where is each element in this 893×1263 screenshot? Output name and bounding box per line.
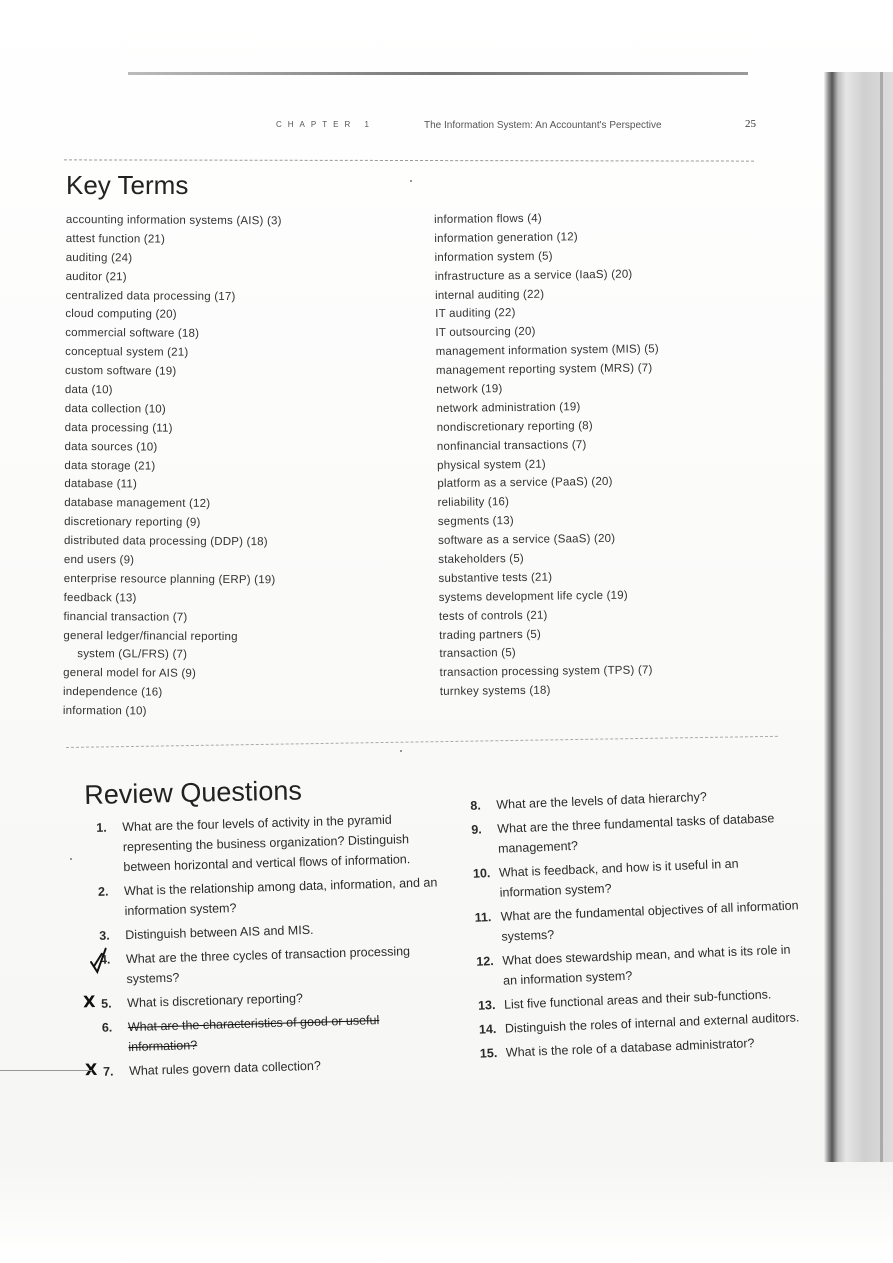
key-term-item: discretionary reporting (9) [64,516,201,530]
question-number: 15. [479,1045,498,1061]
question-number: 2. [97,884,109,899]
key-term-item: information (10) [62,705,147,718]
key-term-item: independence (16) [63,686,163,699]
key-term-item: IT outsourcing (20) [435,326,536,340]
question-number: 12. [476,954,495,969]
key-term-item: commercial software (18) [65,327,200,341]
header-rule [64,159,754,162]
key-term-item: auditing (24) [65,251,133,265]
page-speck [400,750,402,752]
review-question [94,872,445,922]
key-term-item: financial transaction (7) [63,610,188,624]
question-text: What are the fundamental objectives of all information systems? [500,898,799,944]
key-term-item: platform as a service (PaaS) (20) [437,476,613,491]
question-number: 14. [478,1022,497,1037]
key-term-item: network administration (19) [436,401,581,415]
key-term-item: nondiscretionary reporting (8) [436,419,593,434]
question-number: 6. [101,1020,113,1035]
key-term-item: cloud computing (20) [65,308,177,322]
key-term-item: turnkey systems (18) [439,684,551,699]
page-speck [410,180,412,182]
question-number: 9. [471,822,483,837]
question-text: Distinguish between AIS and MIS. [125,922,314,943]
key-term-item: IT auditing (22) [435,307,516,321]
key-term-item: reliability (16) [437,496,510,510]
question-text: What are the characteristics of good or useful information? [127,1013,380,1055]
question-number: 4. [99,952,111,967]
page-top-edge [128,72,748,75]
key-term-item: auditor (21) [65,270,127,284]
key-term-item: attest function (21) [65,232,166,246]
binding-edge-line [880,72,883,1162]
key-term-item: data processing (11) [64,421,173,435]
key-term-item: database management (12) [64,497,211,511]
review-questions-left-column [82,808,449,1086]
key-term-item: stakeholders (5) [438,552,524,567]
key-term-item: infrastructure as a service (IaaS) (20) [434,268,633,283]
question-text: What is feedback, and how is it useful in an information system? [498,856,739,900]
key-term-item: software as a service (SaaS) (20) [437,532,616,548]
key-term-item: data storage (21) [64,459,156,473]
question-number: 8. [470,798,482,813]
key-term-item: custom software (19) [64,365,177,378]
margin-pencil-line [0,1070,92,1071]
key-term-item: centralized data processing (17) [65,289,236,303]
review-question [472,939,803,992]
review-questions-right-column [466,783,806,1067]
key-term-item: segments (13) [437,515,514,529]
key-term-item: systems development life cycle (19) [438,589,628,604]
question-text: List five functional areas and their sub-functions. [503,987,772,1012]
key-term-item: accounting information systems (AIS) (3) [65,213,282,228]
review-question [84,1052,449,1082]
question-text: What are the three fundamental tasks of database management? [497,811,775,856]
key-term-item: general ledger/financial reporting [63,629,238,643]
key-term-item: management reporting system (MRS) (7) [435,362,653,378]
key-term-item: transaction processing system (TPS) (7) [439,664,653,680]
question-number: 3. [99,928,110,943]
question-number: 7. [102,1064,114,1079]
section-divider [66,736,778,748]
key-term-item: substantive tests (21) [438,571,553,585]
key-term-item: internal auditing (22) [434,288,545,302]
question-text: What are the three cycles of transaction processing systems? [125,944,411,987]
page-speck [70,858,72,860]
review-question [469,851,800,904]
key-terms-left-column [63,211,282,722]
question-text: What does stewardship mean, and what is its role in an information system? [502,942,791,988]
key-term-item: transaction (5) [439,647,517,661]
key-term-item: physical system (21) [437,458,546,472]
key-term-item: general model for AIS (9) [63,667,197,681]
key-term-item: nonfinancial transactions (7) [436,438,587,453]
page-number: 25 [745,118,756,130]
key-term-item: tests of controls (21) [438,609,548,623]
key-term-item: enterprise resource planning (ERP) (19) [63,572,276,587]
key-term-item: end users (9) [63,554,135,567]
key-term-item: information generation (12) [434,231,578,245]
review-question [98,1008,449,1058]
question-text: What are the four levels of activity in the pyramid representing the business organization? Distinguish between horizontal and vertical flows of information. [122,812,411,875]
question-number: 1. [96,820,107,835]
key-term-item: distributed data processing (DDP) (18) [63,535,268,549]
handwritten-check-icon [88,946,111,977]
key-term-item: conceptual system (21) [65,346,189,359]
handwritten-x-mark: X [84,1059,98,1080]
key-term-item: system (GL/FRS) (7) [77,648,188,662]
question-text: What rules govern data collection? [128,1058,321,1079]
key-term-item: network (19) [436,383,503,397]
chapter-label: CHAPTER 1 [276,120,375,129]
question-text: What is the role of a database administrator? [505,1036,755,1060]
key-term-item: information flows (4) [434,212,542,226]
question-text: What is the relationship among data, information, and an information system? [123,875,438,919]
question-text: Distinguish the roles of internal and external auditors. [504,1010,800,1036]
chapter-title: The Information System: An Accountant's Perspective [424,120,662,131]
key-term-item: database (11) [64,478,138,491]
key-term-item: management information system (MIS) (5) [435,343,659,359]
review-question [92,808,444,878]
review-questions-heading: Review Questions [84,775,303,810]
key-terms-right-column [434,208,663,702]
review-question [470,895,801,948]
question-text: What is discretionary reporting? [126,991,304,1011]
question-number: 5. [100,996,112,1011]
running-head [0,116,893,138]
key-term-item: data sources (10) [64,440,158,454]
handwritten-x-mark: X [82,991,96,1012]
review-question [96,940,447,990]
question-number: 10. [472,866,491,881]
key-term-item: feedback (13) [63,591,137,605]
key-term-item: information system (5) [434,250,553,264]
key-term-item: trading partners (5) [439,628,542,642]
key-term-item: data collection (10) [64,402,166,416]
question-text: What are the levels of data hierarchy? [496,789,708,812]
key-terms-heading: Key Terms [66,170,189,200]
question-number: 11. [474,910,492,925]
review-question [467,807,798,860]
question-number: 13. [477,998,496,1013]
key-term-item: data (10) [64,384,113,397]
